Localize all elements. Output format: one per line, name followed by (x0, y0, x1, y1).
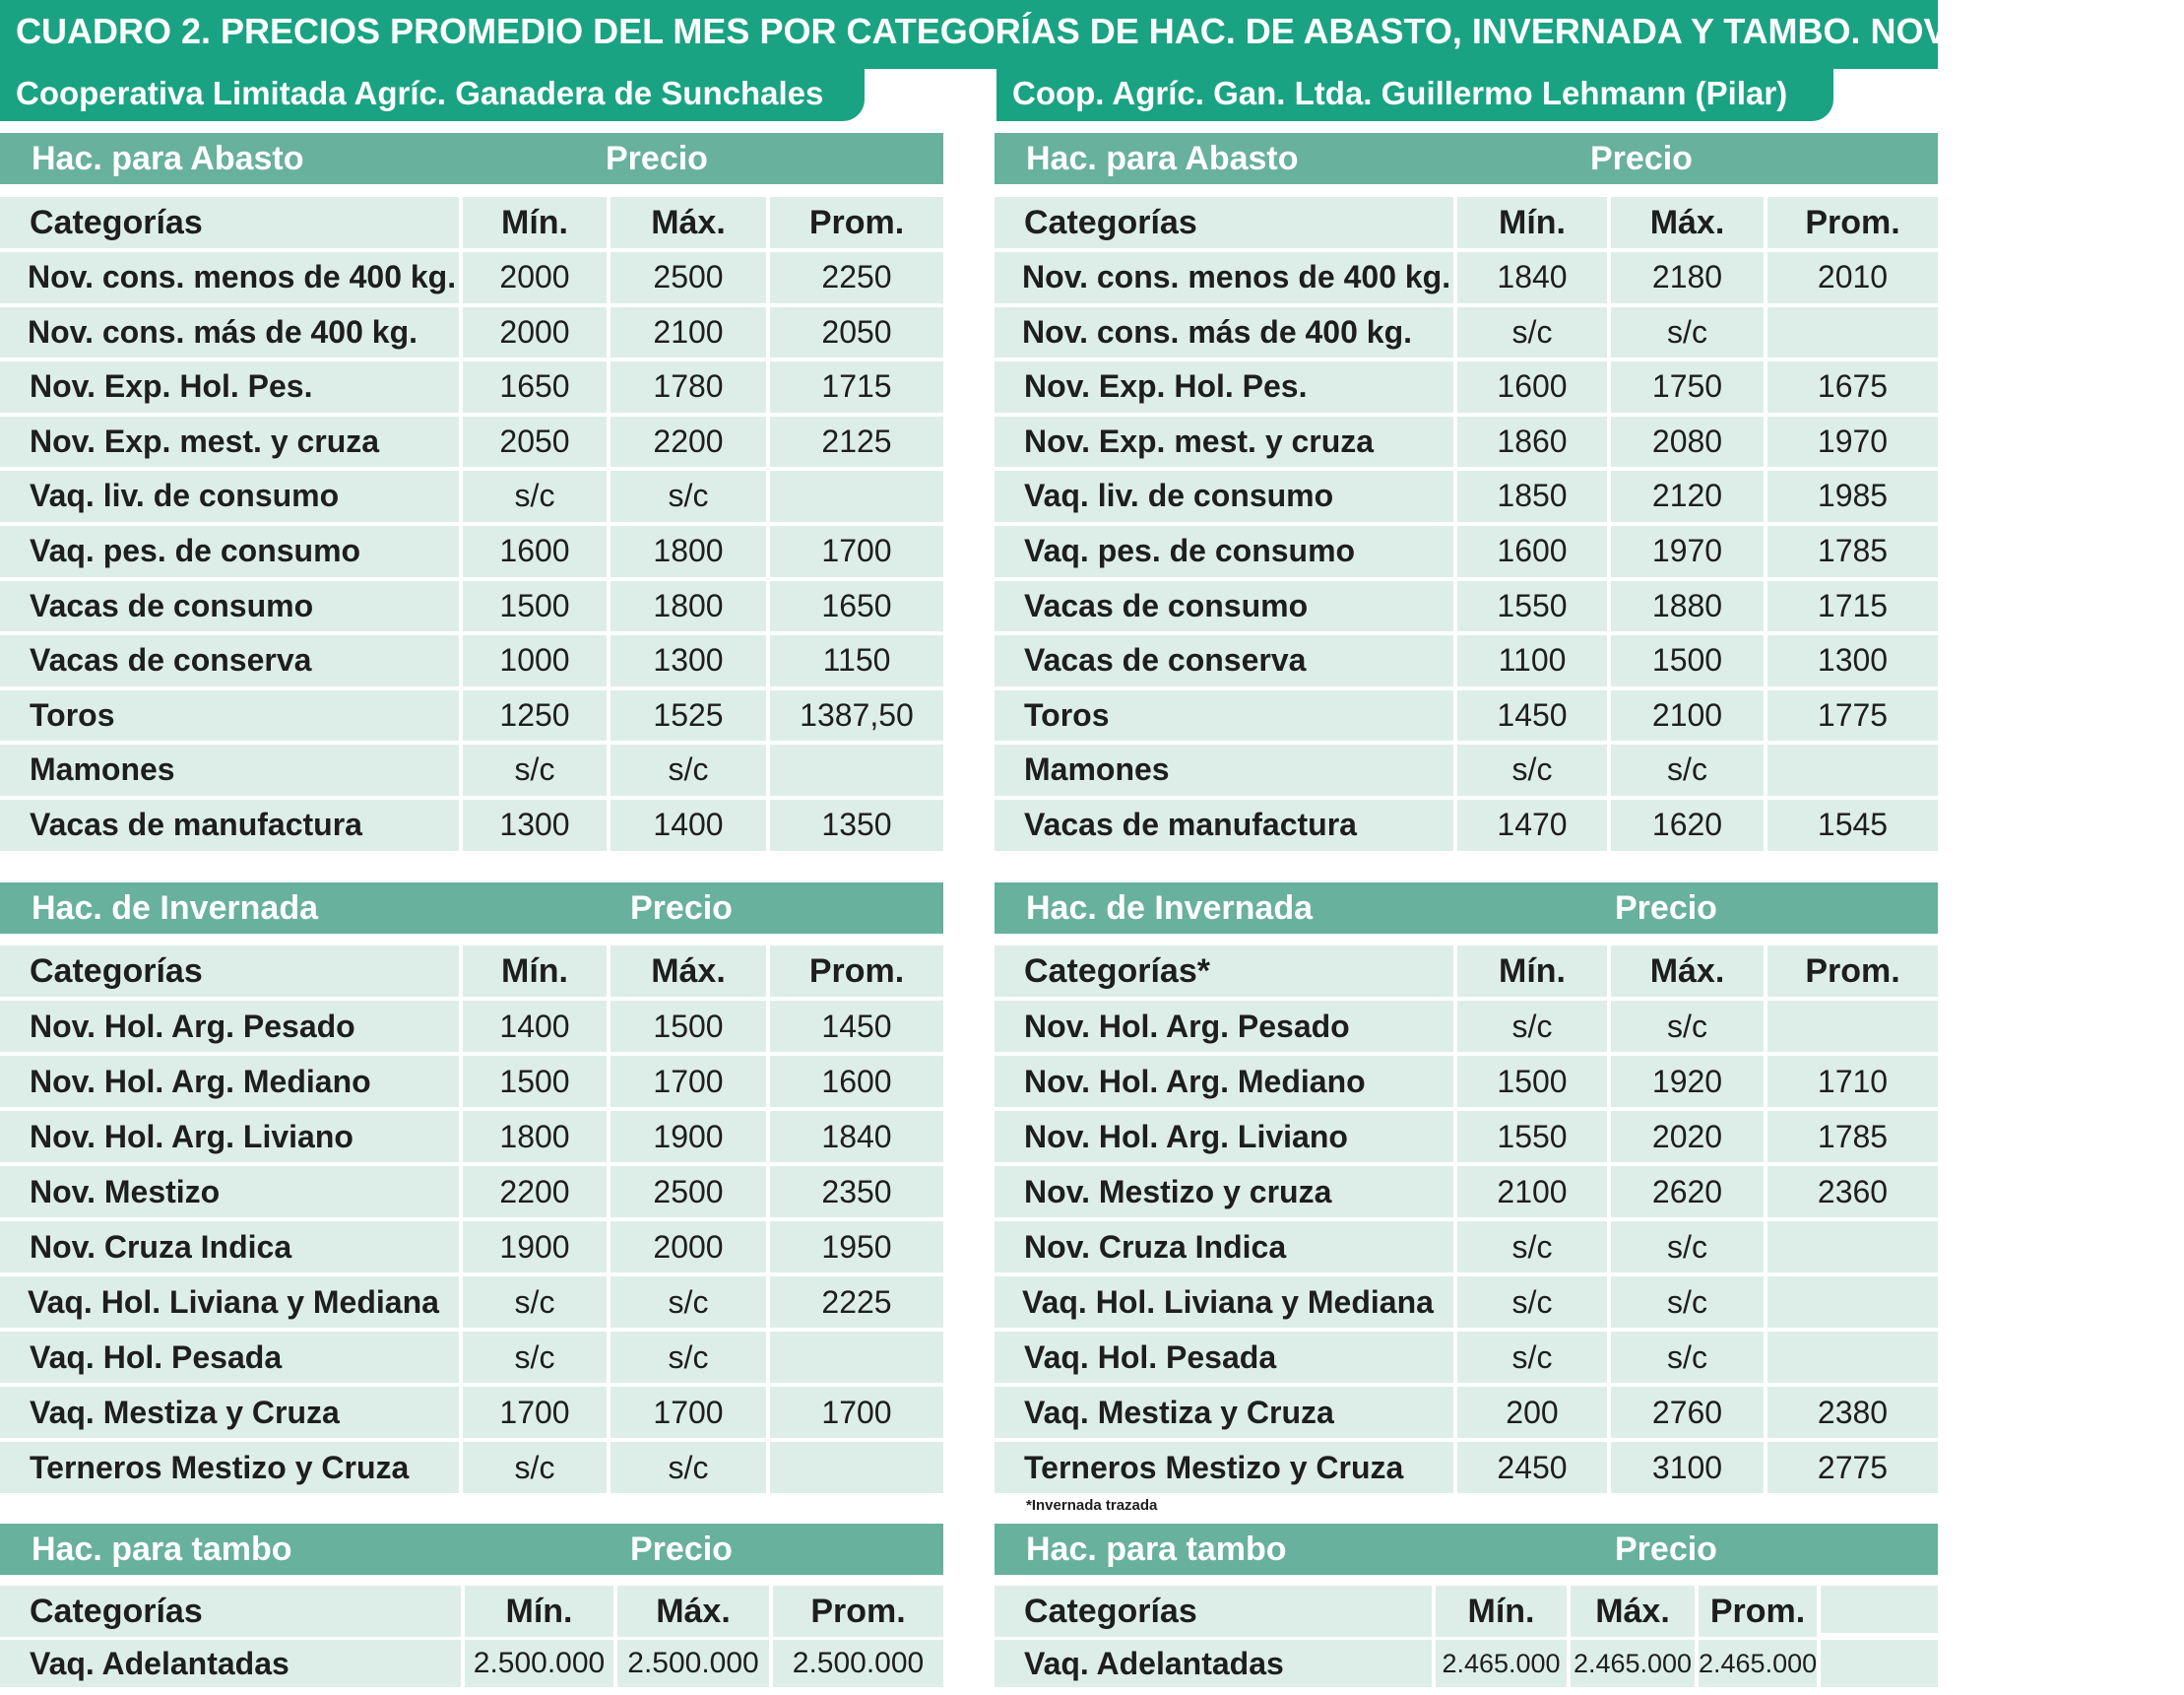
column-header-prom: Prom. (1767, 197, 1938, 248)
category-cell: Nov. Cruza Indica (995, 1221, 1453, 1272)
category-cell: Nov. Hol. Arg. Liviano (995, 1111, 1453, 1162)
avg-price-cell: 2360 (1767, 1166, 1938, 1217)
section-header (995, 882, 1938, 934)
category-cell: Nov. Hol. Arg. Pesado (0, 1001, 459, 1052)
max-price-cell: 2100 (610, 307, 766, 359)
avg-price-cell (770, 745, 943, 796)
left-cooperative-name: Cooperativa Limitada Agríc. Ganadera de Sunchales (0, 69, 865, 121)
avg-price-cell (770, 471, 943, 522)
max-price-cell: s/c (1611, 1332, 1764, 1383)
section-header (0, 882, 943, 934)
section-title: Hac. para Abasto (32, 140, 304, 177)
avg-price-cell: 1715 (1767, 581, 1938, 632)
min-price-cell: s/c (1457, 745, 1607, 796)
avg-price-cell (1767, 745, 1938, 796)
avg-price-cell: 2125 (770, 417, 943, 468)
min-price-cell: 2000 (463, 252, 607, 303)
avg-price-cell: 2.500.000 (773, 1640, 943, 1687)
max-price-cell: 2620 (1611, 1166, 1764, 1217)
max-price-cell: 2020 (1611, 1111, 1764, 1162)
avg-price-cell: 1710 (1767, 1056, 1938, 1107)
max-price-cell: 1800 (610, 526, 766, 577)
avg-price-cell: 2050 (770, 307, 943, 359)
max-price-cell: s/c (610, 1276, 766, 1328)
column-header-min: Mín. (463, 197, 607, 248)
column-header-categorias: Categorías (0, 945, 459, 997)
avg-price-cell (1767, 1001, 1938, 1052)
min-price-cell: 1850 (1457, 471, 1607, 522)
column-header-categorias: Categorías (995, 197, 1453, 248)
min-price-cell: 2000 (463, 307, 607, 359)
category-cell: Mamones (995, 745, 1453, 796)
column-header-max: Máx. (617, 1586, 769, 1637)
min-price-cell: 1450 (1457, 690, 1607, 742)
min-price-cell: 1500 (463, 581, 607, 632)
max-price-cell: 1500 (1611, 635, 1764, 686)
empty-cell (1821, 1640, 1938, 1687)
avg-price-cell: 2010 (1767, 252, 1938, 303)
avg-price-cell: 2380 (1767, 1387, 1938, 1438)
min-price-cell: 200 (1457, 1387, 1607, 1438)
max-price-cell: 1970 (1611, 526, 1764, 577)
page-title: CUADRO 2. PRECIOS PROMEDIO DEL MES POR CATEGORÍAS DE HAC. DE ABASTO, INVERNADA Y TAMBO. NOVIEMBRE 2024. (0, 0, 1938, 69)
section-title: Hac. de Invernada (32, 889, 319, 927)
column-header-max: Máx. (610, 945, 766, 997)
category-cell: Vaq. liv. de consumo (995, 471, 1453, 522)
category-cell: Vaq. pes. de consumo (995, 526, 1453, 577)
category-cell: Nov. cons. más de 400 kg. (0, 307, 459, 359)
category-cell: Mamones (0, 745, 459, 796)
min-price-cell: 1650 (463, 361, 607, 413)
category-cell: Vacas de conserva (0, 635, 459, 686)
avg-price-cell: 1300 (1767, 635, 1938, 686)
column-header-max: Máx. (1611, 197, 1764, 248)
max-price-cell: 2.500.000 (617, 1640, 769, 1687)
category-cell: Nov. Exp. Hol. Pes. (0, 361, 459, 413)
min-price-cell: 1600 (1457, 361, 1607, 413)
avg-price-cell: 2350 (770, 1166, 943, 1217)
min-price-cell: s/c (1457, 1276, 1607, 1328)
category-cell: Nov. Exp. mest. y cruza (995, 417, 1453, 468)
category-cell: Vaq. Hol. Liviana y Mediana (0, 1276, 459, 1328)
max-price-cell: 3100 (1611, 1442, 1764, 1493)
section-title: Hac. para tambo (32, 1531, 292, 1568)
category-cell: Vacas de manufactura (0, 800, 459, 851)
min-price-cell: 2.465.000 (1436, 1640, 1567, 1687)
max-price-cell: s/c (610, 1332, 766, 1383)
min-price-cell: 1300 (463, 800, 607, 851)
column-header-categorias: Categorías (995, 1586, 1432, 1637)
category-cell: Nov. Hol. Arg. Pesado (995, 1001, 1453, 1052)
avg-price-cell: 1785 (1767, 1111, 1938, 1162)
min-price-cell: 1600 (1457, 526, 1607, 577)
price-label: Precio (1615, 1531, 1717, 1568)
price-label: Precio (1590, 140, 1693, 177)
section-title: Hac. para tambo (1026, 1531, 1287, 1568)
column-header-min: Mín. (1436, 1586, 1567, 1637)
min-price-cell: s/c (1457, 307, 1607, 359)
max-price-cell: 2000 (610, 1221, 766, 1272)
price-label: Precio (606, 140, 708, 177)
avg-price-cell: 2.465.000 (1699, 1640, 1817, 1687)
avg-price-cell: 1350 (770, 800, 943, 851)
category-cell: Toros (0, 690, 459, 742)
column-header-max: Máx. (610, 197, 766, 248)
max-price-cell: 2760 (1611, 1387, 1764, 1438)
category-cell: Nov. Mestizo (0, 1166, 459, 1217)
column-header-max: Máx. (1611, 945, 1764, 997)
section-header (995, 1524, 1938, 1575)
category-cell: Nov. Cruza Indica (0, 1221, 459, 1272)
max-price-cell: 1920 (1611, 1056, 1764, 1107)
column-header-prom: Prom. (770, 945, 943, 997)
column-header-min: Mín. (463, 945, 607, 997)
category-cell: Vaq. Mestiza y Cruza (0, 1387, 459, 1438)
avg-price-cell: 2250 (770, 252, 943, 303)
min-price-cell: 1860 (1457, 417, 1607, 468)
avg-price-cell: 1785 (1767, 526, 1938, 577)
category-cell: Vaq. Adelantadas (995, 1640, 1432, 1687)
max-price-cell: s/c (1611, 745, 1764, 796)
max-price-cell: s/c (1611, 1001, 1764, 1052)
category-cell: Vaq. Hol. Pesada (995, 1332, 1453, 1383)
avg-price-cell: 1700 (770, 1387, 943, 1438)
avg-price-cell: 1150 (770, 635, 943, 686)
avg-price-cell (1767, 1221, 1938, 1272)
price-label: Precio (630, 1531, 733, 1568)
column-header-prom: Prom. (773, 1586, 943, 1637)
avg-price-cell: 1700 (770, 526, 943, 577)
category-cell: Nov. Hol. Arg. Liviano (0, 1111, 459, 1162)
category-cell: Nov. Exp. Hol. Pes. (995, 361, 1453, 413)
min-price-cell: 1800 (463, 1111, 607, 1162)
column-header-min: Mín. (1457, 945, 1607, 997)
min-price-cell: s/c (1457, 1332, 1607, 1383)
avg-price-cell: 1715 (770, 361, 943, 413)
avg-price-cell: 1675 (1767, 361, 1938, 413)
max-price-cell: 2100 (1611, 690, 1764, 742)
category-cell: Vacas de consumo (995, 581, 1453, 632)
max-price-cell: 2180 (1611, 252, 1764, 303)
avg-price-cell: 1950 (770, 1221, 943, 1272)
min-price-cell: 1900 (463, 1221, 607, 1272)
min-price-cell: s/c (463, 745, 607, 796)
max-price-cell: s/c (610, 745, 766, 796)
max-price-cell: 1700 (610, 1387, 766, 1438)
min-price-cell: 2050 (463, 417, 607, 468)
category-cell: Nov. Mestizo y cruza (995, 1166, 1453, 1217)
min-price-cell: 2450 (1457, 1442, 1607, 1493)
column-header-prom: Prom. (1699, 1586, 1817, 1637)
min-price-cell: 1470 (1457, 800, 1607, 851)
max-price-cell: 2200 (610, 417, 766, 468)
max-price-cell: 2500 (610, 1166, 766, 1217)
min-price-cell: s/c (463, 1332, 607, 1383)
avg-price-cell: 1387,50 (770, 690, 943, 742)
avg-price-cell: 1650 (770, 581, 943, 632)
max-price-cell: 1500 (610, 1001, 766, 1052)
category-cell: Vacas de manufactura (995, 800, 1453, 851)
category-cell: Nov. Hol. Arg. Mediano (0, 1056, 459, 1107)
section-header (995, 133, 1938, 184)
max-price-cell: s/c (1611, 1276, 1764, 1328)
max-price-cell: 1750 (1611, 361, 1764, 413)
min-price-cell: 1550 (1457, 581, 1607, 632)
max-price-cell: 2080 (1611, 417, 1764, 468)
max-price-cell: s/c (1611, 307, 1764, 359)
category-cell: Vaq. pes. de consumo (0, 526, 459, 577)
empty-cell (1821, 1586, 1938, 1633)
category-cell: Toros (995, 690, 1453, 742)
avg-price-cell (1767, 1332, 1938, 1383)
invernada-footnote: *Invernada trazada (1026, 1497, 1158, 1514)
category-cell: Vacas de consumo (0, 581, 459, 632)
min-price-cell: s/c (1457, 1221, 1607, 1272)
category-cell: Vaq. Hol. Pesada (0, 1332, 459, 1383)
max-price-cell: 1780 (610, 361, 766, 413)
category-cell: Nov. cons. menos de 400 kg. (995, 252, 1453, 303)
category-cell: Nov. Hol. Arg. Mediano (995, 1056, 1453, 1107)
category-cell: Nov. cons. menos de 400 kg. (0, 252, 459, 303)
avg-price-cell (770, 1442, 943, 1493)
min-price-cell: 1700 (463, 1387, 607, 1438)
min-price-cell: 2100 (1457, 1166, 1607, 1217)
max-price-cell: 1800 (610, 581, 766, 632)
section-header (0, 133, 943, 184)
avg-price-cell (1767, 1276, 1938, 1328)
max-price-cell: 2500 (610, 252, 766, 303)
max-price-cell: 2.465.000 (1571, 1640, 1695, 1687)
category-cell: Nov. Exp. mest. y cruza (0, 417, 459, 468)
avg-price-cell (770, 1332, 943, 1383)
avg-price-cell: 1450 (770, 1001, 943, 1052)
category-cell: Nov. cons. más de 400 kg. (995, 307, 1453, 359)
avg-price-cell: 1970 (1767, 417, 1938, 468)
min-price-cell: s/c (463, 1442, 607, 1493)
column-header-max: Máx. (1571, 1586, 1695, 1637)
min-price-cell: 1100 (1457, 635, 1607, 686)
min-price-cell: 1000 (463, 635, 607, 686)
section-title: Hac. para Abasto (1026, 140, 1299, 177)
avg-price-cell: 1840 (770, 1111, 943, 1162)
category-cell: Vaq. Mestiza y Cruza (995, 1387, 1453, 1438)
min-price-cell: s/c (1457, 1001, 1607, 1052)
section-title: Hac. de Invernada (1026, 889, 1314, 927)
price-label: Precio (630, 889, 733, 927)
avg-price-cell (1767, 307, 1938, 359)
min-price-cell: 1500 (1457, 1056, 1607, 1107)
right-cooperative-name: Coop. Agríc. Gan. Ltda. Guillermo Lehmann (Pilar) (996, 69, 1833, 121)
min-price-cell: 1840 (1457, 252, 1607, 303)
min-price-cell: 2.500.000 (465, 1640, 613, 1687)
avg-price-cell: 2225 (770, 1276, 943, 1328)
min-price-cell: s/c (463, 1276, 607, 1328)
section-header (0, 1524, 943, 1575)
column-header-categorias: Categorías* (995, 945, 1453, 997)
avg-price-cell: 1775 (1767, 690, 1938, 742)
column-header-categorias: Categorías (0, 197, 459, 248)
category-cell: Vaq. Hol. Liviana y Mediana (995, 1276, 1453, 1328)
category-cell: Vaq. Adelantadas (0, 1640, 461, 1687)
max-price-cell: 1300 (610, 635, 766, 686)
max-price-cell: 1700 (610, 1056, 766, 1107)
column-header-categorias: Categorías (0, 1586, 461, 1637)
price-label: Precio (1615, 889, 1717, 927)
max-price-cell: 1620 (1611, 800, 1764, 851)
max-price-cell: s/c (610, 1442, 766, 1493)
column-header-min: Mín. (1457, 197, 1607, 248)
max-price-cell: 2120 (1611, 471, 1764, 522)
min-price-cell: s/c (463, 471, 607, 522)
category-cell: Vacas de conserva (995, 635, 1453, 686)
min-price-cell: 1250 (463, 690, 607, 742)
max-price-cell: s/c (610, 471, 766, 522)
column-header-prom: Prom. (1767, 945, 1938, 997)
category-cell: Terneros Mestizo y Cruza (995, 1442, 1453, 1493)
avg-price-cell: 1985 (1767, 471, 1938, 522)
max-price-cell: s/c (1611, 1221, 1764, 1272)
max-price-cell: 1400 (610, 800, 766, 851)
max-price-cell: 1880 (1611, 581, 1764, 632)
min-price-cell: 1600 (463, 526, 607, 577)
category-cell: Vaq. liv. de consumo (0, 471, 459, 522)
avg-price-cell: 1545 (1767, 800, 1938, 851)
min-price-cell: 1400 (463, 1001, 607, 1052)
max-price-cell: 1900 (610, 1111, 766, 1162)
column-header-min: Mín. (465, 1586, 613, 1637)
column-header-prom: Prom. (770, 197, 943, 248)
max-price-cell: 1525 (610, 690, 766, 742)
avg-price-cell: 1600 (770, 1056, 943, 1107)
category-cell: Terneros Mestizo y Cruza (0, 1442, 459, 1493)
avg-price-cell: 2775 (1767, 1442, 1938, 1493)
min-price-cell: 2200 (463, 1166, 607, 1217)
min-price-cell: 1500 (463, 1056, 607, 1107)
min-price-cell: 1550 (1457, 1111, 1607, 1162)
